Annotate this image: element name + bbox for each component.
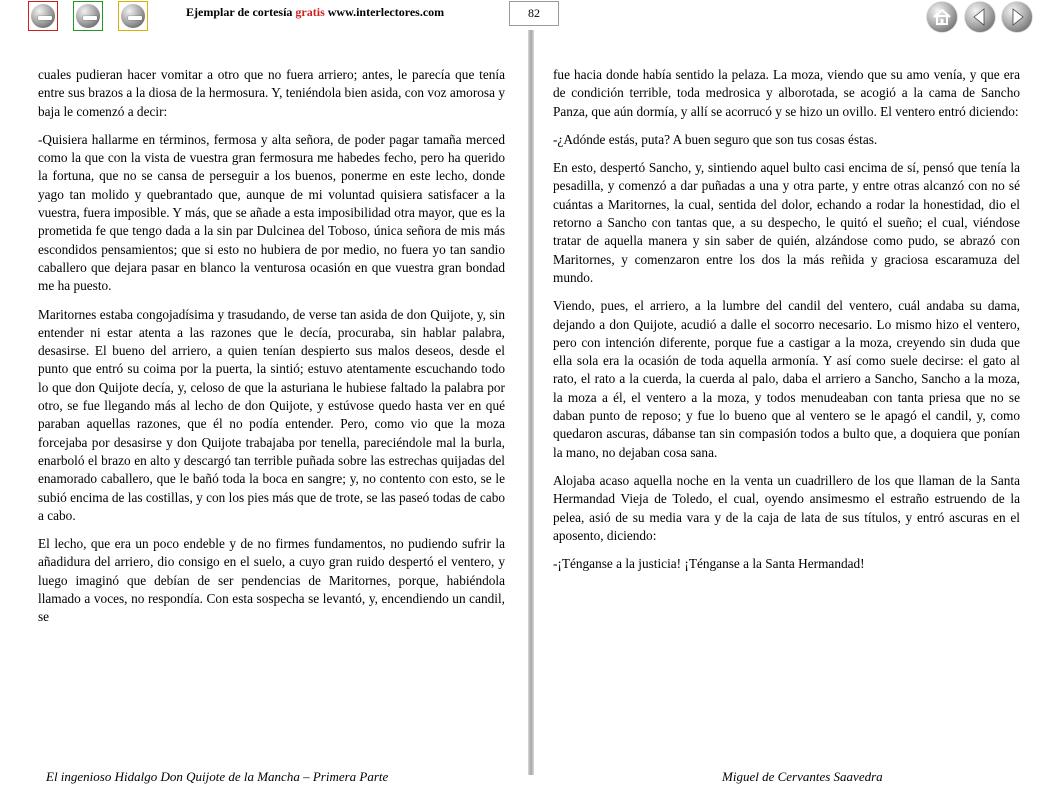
page-number[interactable]: 82 bbox=[509, 1, 559, 26]
paragraph: -¡Ténganse a la justicia! ¡Ténganse a la Santa Hermandad! bbox=[553, 556, 865, 572]
paragraph: El lecho, que era un poco endeble y de no firmes fundamentos, no pudiendo sufrir la añadidura del arriero, dio consigo en el suelo, a cuyo gran ruido despertó el ventero, y luego imaginó que debían de ser pendencias de Maritornes, porque, habiéndola llamado a voces, no respondía. Con esta sospecha se levantó, y, encendiendo un candil, se bbox=[38, 536, 505, 625]
right-column bbox=[553, 66, 1020, 583]
paragraph: En esto, despertó Sancho, y, sintiendo aquel bulto casi encima de sí, pensó que tenía la pesadilla, y comenzó a dar puñadas a una y otra parte, y entre otras alcanzó con no sé cuántas a Maritornes, la cual, sentida del dolor, echando a rodar la honestidad, dio el retorno a Sancho con tantas que, a su despecho, le quitó el sueño; el cual, viéndose tratar de aquella manera y sin saber de quién, alzándose como pudo, se abrazó con Maritornes, y comenzaron entre los dos la más reñida y graciosa escaramuza del mundo. bbox=[553, 160, 1020, 285]
paragraph: Alojaba acaso aquella noche en la venta un cuadrillero de los que llaman de la Santa Hermandad Vieja de Toledo, el cual, oyendo ansimesmo el estraño estruendo de la pelea, asió de su media vara y de la caja de lata de sus títulos, y entró ascuras en el aposento, diciendo: bbox=[553, 472, 1020, 543]
left-column bbox=[38, 66, 505, 637]
yellow-window-button[interactable] bbox=[118, 1, 148, 31]
paragraph: Viendo, pues, el arriero, a la lumbre del candil del ventero, cuál andaba su dama, dejando a don Quijote, acudió a dalle el socorro necesario. Lo mismo hizo el ventero, pero con intención diferente, porque fue a castigar a la moza, creyendo sin duda que ella sola era la ocasión de toda aquella armonía. Y así como suele decirse: el gato al rato, el rato a la cuerda, la cuerda al palo, daba el arriero a Sancho, Sancho a la moza, la moza a él, el ventero a la moza, y todos menudeaban con tanta priesa que no se daban punto de reposo; y fue lo bueno que al ventero se le apagó el candil, y, como quedaron ascuras, dábanse tan sin compasión todos a bulto que, a doquiera que ponían la mano, no dejaban cosa sana. bbox=[553, 298, 1020, 460]
red-window-button[interactable] bbox=[28, 1, 58, 31]
green-window-button[interactable] bbox=[73, 1, 103, 31]
arrow-right-icon bbox=[1002, 2, 1032, 32]
paragraph: fue hacia donde había sentido la pelaza. La moza, viendo que su amo venía, y que era de condición terrible, toda medrosica y alborotada, se acogió a la cama de Sancho Panza, que aún dormía, y allí se acorrucó y se hizo un ovillo. El ventero entró diciendo: bbox=[553, 67, 1020, 119]
home-icon bbox=[927, 2, 957, 32]
minus-icon bbox=[121, 4, 145, 28]
top-toolbar bbox=[0, 0, 1058, 32]
home-button[interactable] bbox=[927, 2, 957, 32]
minus-icon bbox=[31, 4, 55, 28]
arrow-left-icon bbox=[965, 2, 995, 32]
column-divider bbox=[528, 30, 534, 775]
previous-page-button[interactable] bbox=[965, 2, 995, 32]
next-page-button[interactable] bbox=[1002, 2, 1032, 32]
courtesy-site[interactable]: www.interlectores.com bbox=[327, 5, 445, 19]
footer-author: Miguel de Cervantes Saavedra bbox=[722, 769, 883, 784]
courtesy-header bbox=[186, 5, 444, 20]
footer-book-title: El ingenioso Hidalgo Don Quijote de la Mancha – Primera Parte bbox=[46, 769, 389, 784]
courtesy-free: gratis bbox=[295, 5, 325, 19]
courtesy-prefix: Ejemplar de cortesía bbox=[186, 5, 293, 19]
paragraph: -¿Adónde estás, puta? A buen seguro que son tus cosas éstas. bbox=[553, 131, 878, 147]
paragraph: Maritornes estaba congojadísima y trasudando, de verse tan asida de don Quijote, y, sin entender ni estar atenta a las razones que le decía, procuraba, sin hablar palabra, desasirse. El bueno del arriero, a quien tenían despierto sus malos deseos, desde el punto que entró su coima por la puerta, la sintió; estuvo atentamente escuchando todo lo que don Quijote decía, y, celoso de que la asturiana le hubiese faltado la palabra por otro, se fue llegando más al lecho de don Quijote, y estúvose quedo hasta ver en qué paraban aquellas razones, que él no podía entender. Pero, como vio que la moza forcejaba por desasirse y don Quijote trabajaba por tenella, pareciéndole mal la burla, enarboló el brazo en alto y descargó tan terrible puñada sobre las estrechas quijadas del enamorado caballero, que le bañó toda la boca en sangre; y, no contento con esto, se le subió encima de las costillas, y con los pies más que de trote, se las paseó todas de cabo a cabo. bbox=[38, 306, 505, 523]
paragraph: cuales pudieran hacer vomitar a otro que no fuera arriero; antes, le parecía que tenía entre sus brazos a la diosa de la hermosura. Y, teniéndola bien asida, con voz amorosa y baja le comenzó a decir: bbox=[38, 67, 505, 119]
paragraph: -Quisiera hallarme en términos, fermosa y alta señora, de poder pagar tamaña merced como la que con la vista de vuestra gran fermosura me habedes fecho, pero ha querido la fortuna, que no se cansa de perseguir a los buenos, ponerme en este lecho, donde yago tan molido y quebrantado que, aunque de mi voluntad quisiera satisfacer a la vuestra, fuera imposible. Y más, que se añade a esta imposibilidad otra mayor, que es la prometida fe que tengo dada a la sin par Dulcinea del Toboso, única señora de mis más escondidos pensamientos; que si esto no hubiera de por medio, no fuera yo tan sandio caballero que dejara pasar en blanco la venturosa ocasión en que vuestra gran bondad me ha puesto. bbox=[38, 131, 505, 294]
minus-icon bbox=[76, 4, 100, 28]
